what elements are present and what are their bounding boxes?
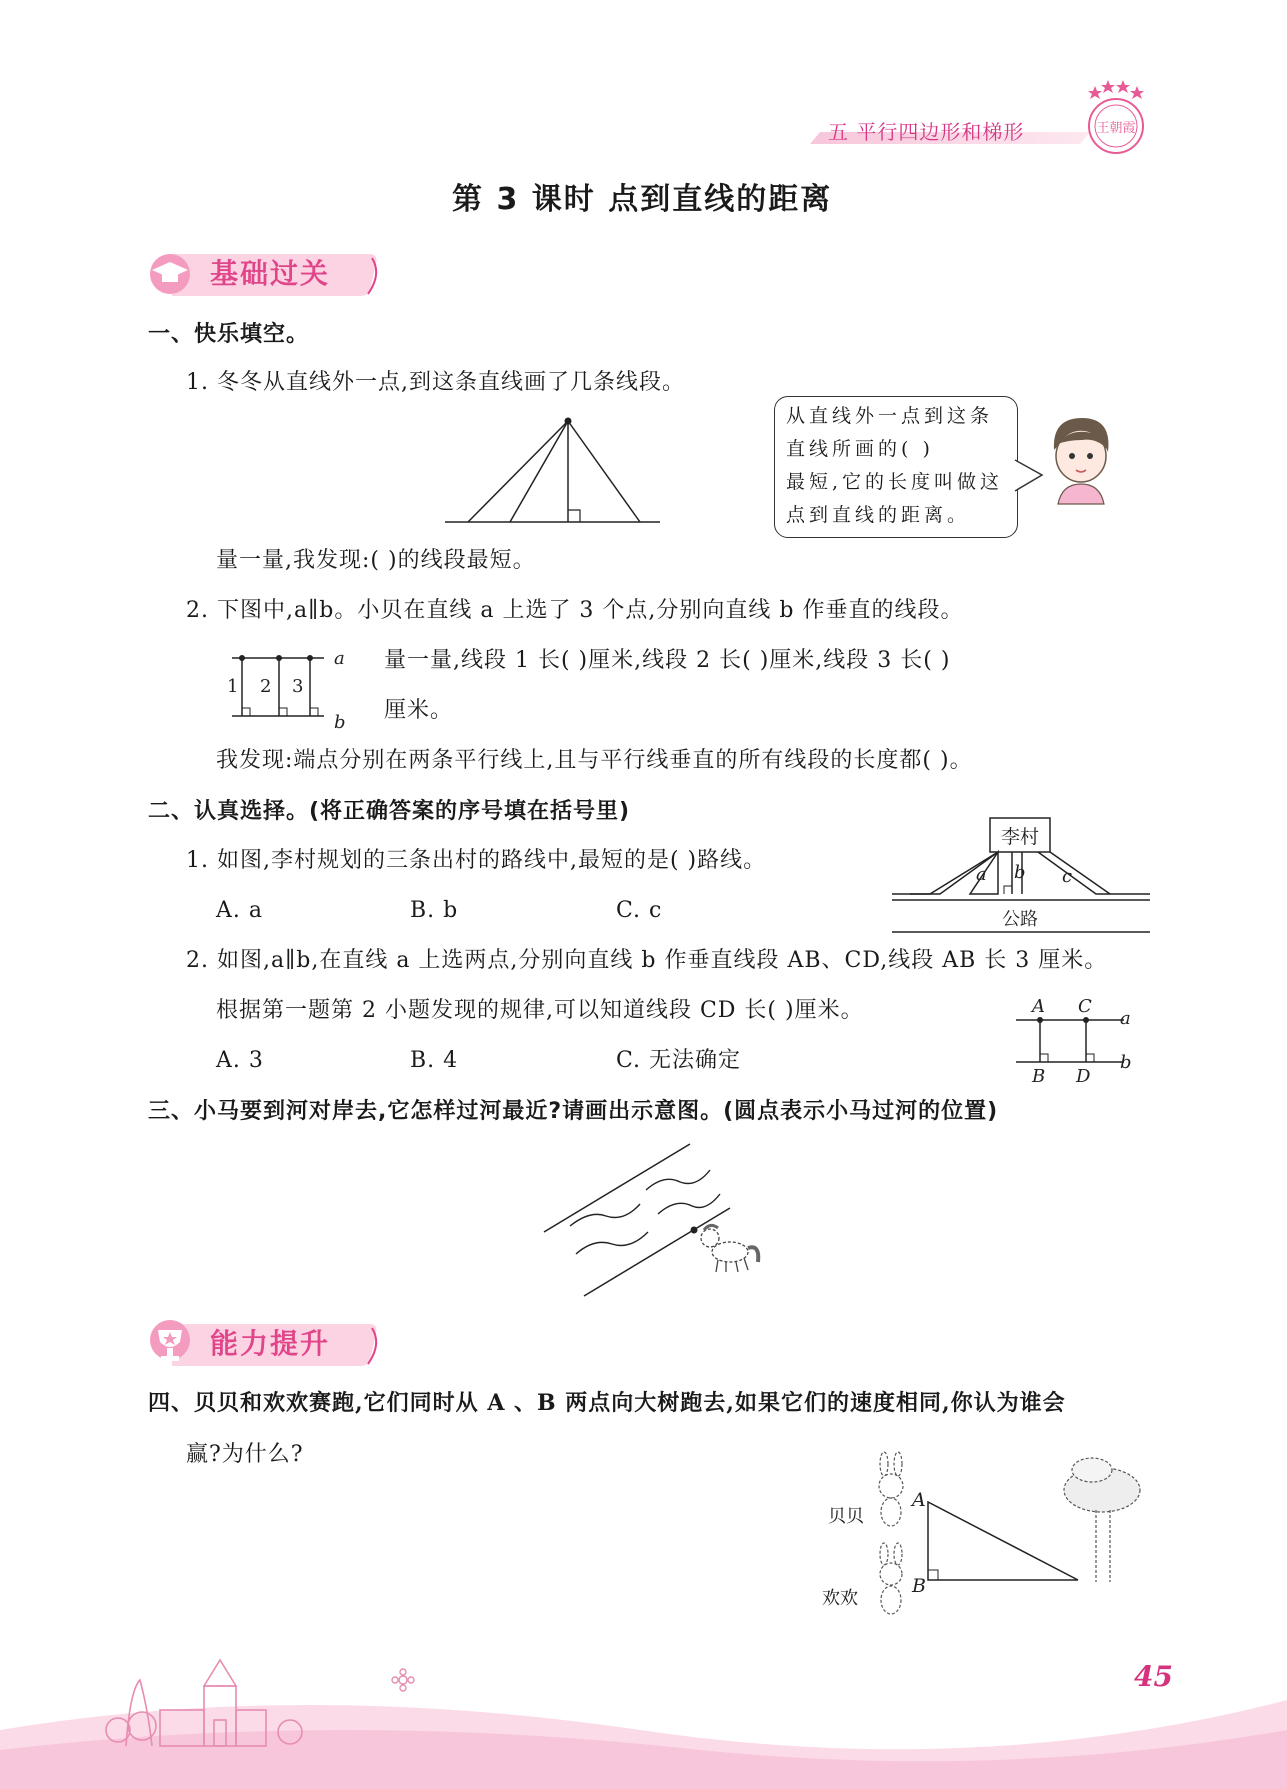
rabbit-beibei-icon [879, 1452, 903, 1526]
route-label-b: b [1014, 862, 1026, 883]
road-label: 公路 [1002, 909, 1038, 930]
q2-item2: 2. 如图,a∥b,在直线 a 上选两点,分别向直线 b 作垂直线段 AB、CD,线段 AB 长 3 厘米。 [186, 948, 1108, 973]
q2-item1-option-b: B. b [410, 898, 459, 923]
village-road-figure [890, 812, 1152, 938]
q2-item1-option-c: C. c [616, 898, 663, 923]
bubble-tail [1014, 455, 1046, 495]
castle-illustration-icon [100, 1650, 330, 1750]
river-figure [540, 1140, 770, 1300]
lesson-title: 第 3 课时 点到直线的距离 [452, 182, 833, 217]
race-figure [820, 1450, 1150, 1620]
q2-item2-option-b: B. 4 [410, 1048, 459, 1073]
point-label-B: B [1032, 1066, 1046, 1084]
q1-item2-unit: 厘米。 [384, 698, 454, 723]
q4-heading-cont: 赢?为什么? [186, 1442, 304, 1467]
line-label-a2: a [1120, 1008, 1131, 1029]
q2-parallel-figure [1014, 992, 1138, 1084]
bubble-line-3: 最短,它的长度叫做这 [786, 471, 1004, 493]
line-label-b2: b [1120, 1052, 1132, 1073]
flower-doodle-icon [390, 1668, 416, 1692]
graduation-cap-icon [146, 250, 194, 294]
name-huanhuan: 欢欢 [822, 1588, 858, 1609]
village-label: 李村 [1000, 826, 1040, 848]
name-beibei: 贝贝 [828, 1506, 864, 1527]
q1-parallel-segments-figure [224, 640, 354, 736]
point-label-A: A [1032, 996, 1045, 1017]
segment-label-3: 3 [292, 676, 304, 697]
line-label-a: a [334, 648, 345, 669]
point-label-C: C [1078, 996, 1092, 1017]
q2-item1-option-a: A. a [216, 898, 263, 923]
q1-heading: 一、快乐填空。 [148, 322, 310, 347]
brand-seal-icon [1075, 76, 1157, 158]
q2-item2-rule: 根据第一题第 2 小题发现的规律,可以知道线段 CD 长( )厘米。 [216, 998, 864, 1023]
section-title-basic: 基础过关 [210, 257, 331, 290]
bubble-line-2: 直线所画的( ) [786, 438, 934, 460]
pony-illustration-icon [696, 1222, 764, 1274]
q3-heading: 三、小马要到河对岸去,它怎样过河最近?请画出示意图。(圆点表示小马过河的位置) [148, 1099, 999, 1124]
line-label-b: b [334, 712, 346, 733]
segment-label-2: 2 [260, 676, 272, 697]
point-label-D: D [1076, 1066, 1091, 1084]
q1-item1-find: 量一量,我发现:( )的线段最短。 [216, 548, 536, 573]
point-B-label: B [912, 1575, 926, 1597]
q2-heading: 二、认真选择。(将正确答案的序号填在括号里) [148, 799, 631, 824]
bubble-line-1: 从直线外一点到这条 [786, 405, 994, 427]
q2-item1: 1. 如图,李村规划的三条出村的路线中,最短的是( )路线。 [186, 848, 767, 873]
boy-illustration-icon [1046, 410, 1116, 506]
trophy-icon [148, 1318, 192, 1366]
q1-item2: 2. 下图中,a∥b。小贝在直线 a 上选了 3 个点,分别向直线 b 作垂直的线段。 [186, 598, 964, 623]
q2-item2-option-a: A. 3 [216, 1048, 264, 1073]
chapter-title: 五 平行四边形和梯形 [828, 120, 1025, 144]
section-title-advanced: 能力提升 [210, 1327, 331, 1360]
q1-item2-find: 我发现:端点分别在两条平行线上,且与平行线垂直的所有线段的长度都( )。 [216, 748, 973, 773]
page-number: 45 [1134, 1660, 1173, 1693]
bubble-line-4: 点到直线的距离。 [786, 504, 971, 526]
segment-label-1: 1 [227, 676, 239, 697]
rabbit-huanhuan-icon [880, 1543, 902, 1614]
q2-item2-option-c: C. 无法确定 [616, 1048, 742, 1073]
route-label-a: a [976, 864, 987, 885]
seal-text: 王朝霞 [1096, 121, 1136, 136]
q1-item1: 1. 冬冬从直线外一点,到这条直线画了几条线段。 [186, 370, 685, 395]
route-label-c: c [1062, 866, 1073, 887]
tree-icon [1064, 1458, 1140, 1582]
q1-figure-lines [440, 415, 665, 525]
point-A-label: A [912, 1489, 926, 1511]
q4-heading: 四、贝贝和欢欢赛跑,它们同时从 A 、B 两点向大树跑去,如果它们的速度相同,你认为谁会 [148, 1390, 1066, 1416]
q1-item2-measure: 量一量,线段 1 长( )厘米,线段 2 长( )厘米,线段 3 长( ) [384, 648, 951, 673]
